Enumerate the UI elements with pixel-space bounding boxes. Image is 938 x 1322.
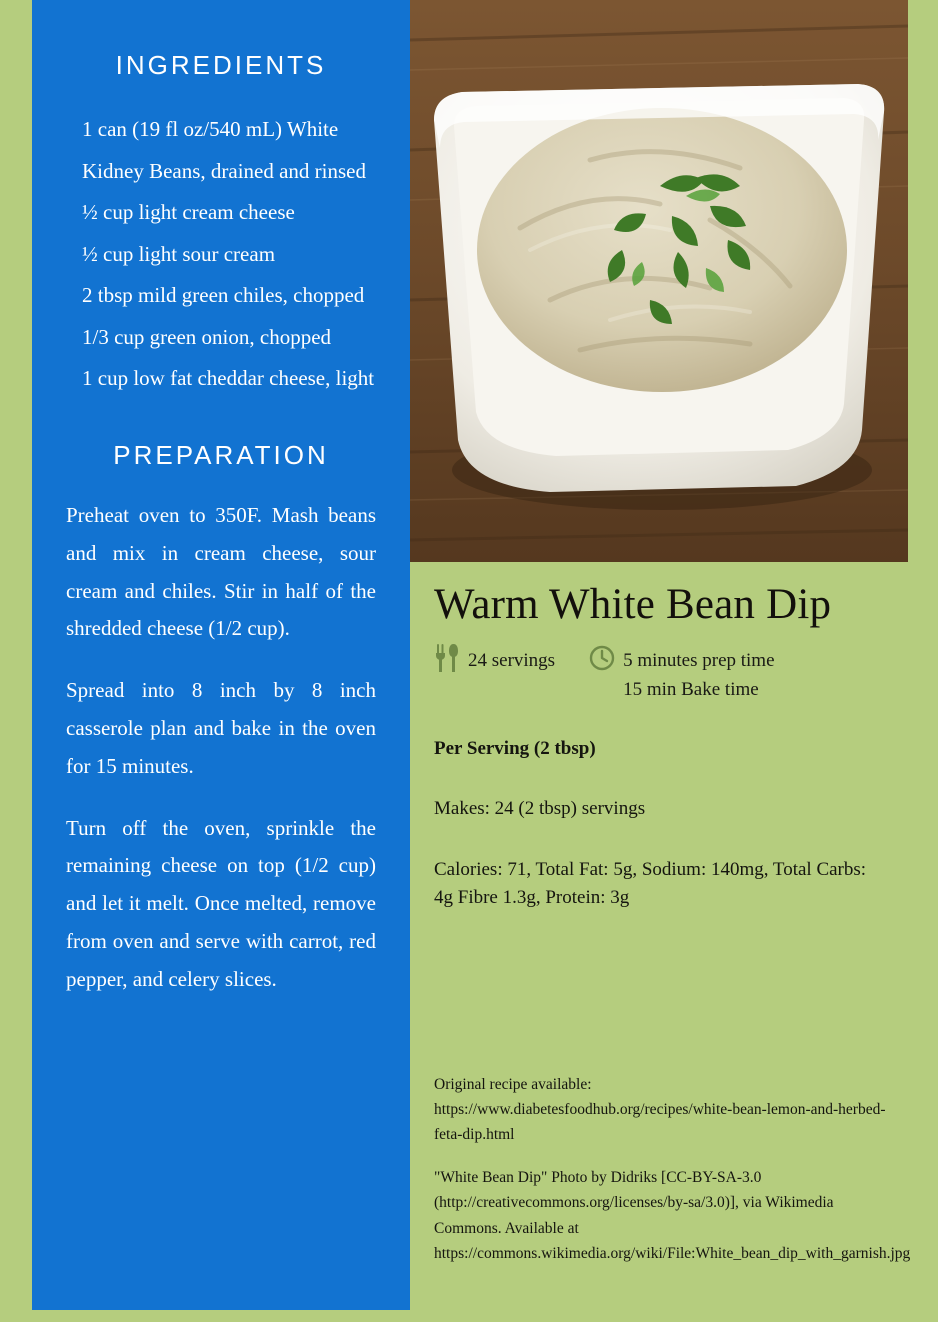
ingredients-preparation-panel: [32, 0, 410, 1310]
recipe-meta: [434, 643, 908, 705]
servings-meta: [434, 643, 555, 675]
prep-time-text: 5 minutes prep time: [623, 650, 775, 671]
bake-time-text: 15 min Bake time: [623, 679, 759, 701]
servings-text: 24 servings: [468, 650, 556, 671]
ingredients-heading: INGREDIENTS: [115, 50, 327, 80]
credits-block: [434, 1072, 911, 1266]
nutrition-details: Calories: 71, Total Fat: 5g, Sodium: 140mg, Total Carbs: 4g Fibre 1.3g, Protein: 3g: [434, 858, 867, 909]
list-item: 1/3 cup green onion, chopped: [82, 324, 332, 349]
dish-photo: [410, 0, 908, 562]
nutrition-info: [434, 735, 878, 913]
list-item: ½ cup light cream cheese: [82, 200, 295, 225]
original-recipe-credit: Original recipe available: https://www.diabetesfoodhub.org/recipes/white-bean-lemon-and-herbed-feta-dip.html: [434, 1076, 886, 1144]
fork-knife-icon: [434, 643, 460, 673]
photo-credit: "White Bean Dip" Photo by Didriks [CC-BY-SA-3.0 (http://creativecommons.org/licenses/by-sa/3.0)], via Wikimedia Commons. Available at https://commons.wikimedia.org/wiki/File:White_bean_dip_with_garnish.jpg: [434, 1169, 911, 1262]
recipe-detail-panel: [410, 0, 911, 1322]
page-title: Warm White Bean Dip: [434, 581, 832, 628]
nutrition-makes: Makes: 24 (2 tbsp) servings: [434, 798, 646, 820]
nutrition-heading: Per Serving (2 tbsp): [434, 737, 596, 759]
clock-icon: [589, 643, 615, 673]
list-item: 1 can (19 fl oz/540 mL) White Kidney Beans, drained and rinsed: [82, 117, 367, 183]
preparation-heading: PREPARATION: [113, 440, 329, 471]
list-item: 2 tbsp mild green chiles, chopped: [82, 283, 365, 308]
time-text-group: [623, 643, 774, 705]
preparation-step: Preheat oven to 350F. Mash beans and mix in cream cheese, sour cream and chiles. Stir in half of the shredded cheese (1/2 cup).: [66, 503, 376, 641]
time-meta: [589, 643, 774, 705]
ingredients-list: [60, 109, 382, 400]
list-item: ½ cup light sour cream: [82, 241, 276, 266]
preparation-step: Turn off the oven, sprinkle the remaining cheese on top (1/2 cup) and let it melt. Once melted, remove from oven and serve with carrot, red pepper, and celery slices.: [66, 815, 376, 991]
preparation-step: Spread into 8 inch by 8 inch casserole plan and bake in the oven for 15 minutes.: [66, 678, 376, 778]
preparation-steps: [60, 497, 382, 999]
list-item: 1 cup low fat cheddar cheese, light: [82, 366, 375, 391]
